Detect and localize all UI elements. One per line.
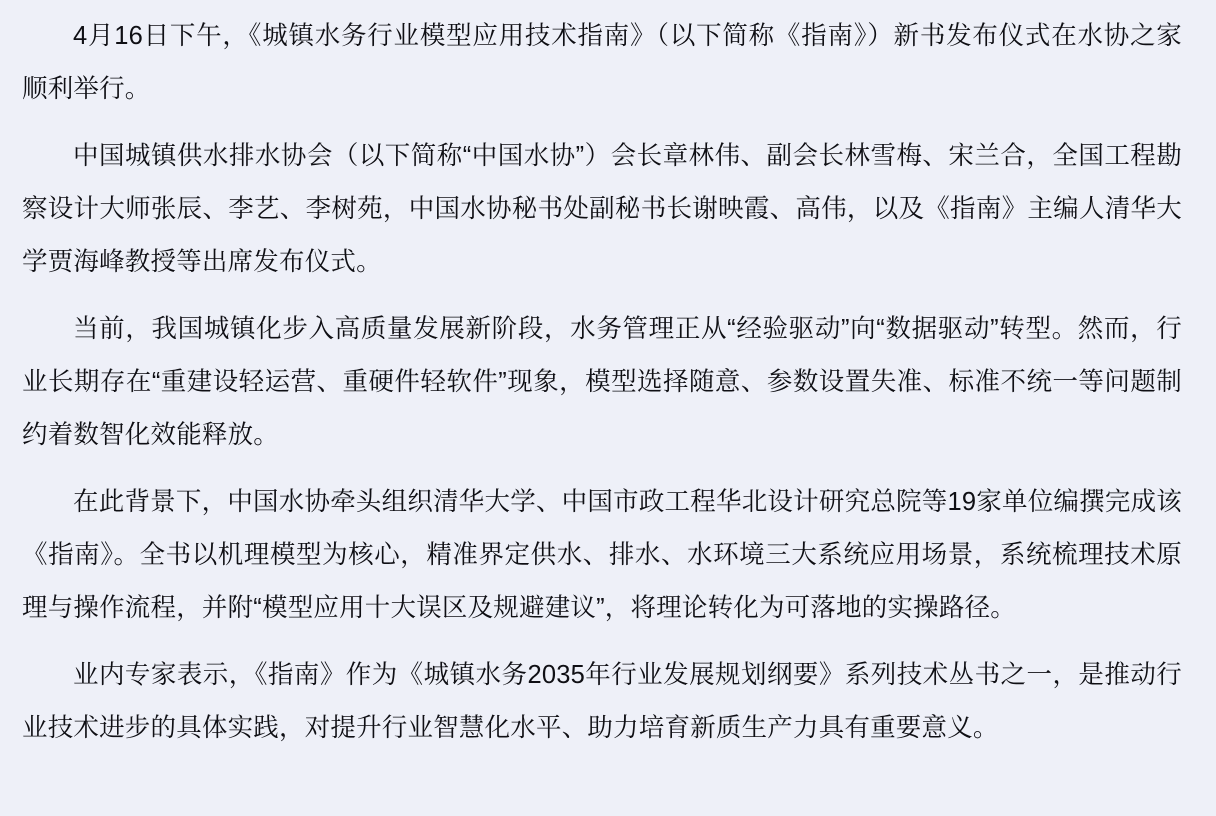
paragraph: 业内专家表示，《指南》作为《城镇水务2035年行业发展规划纲要》系列技术丛书之一，是推动行业技术进步的具体实践，对提升行业智慧化水平、助力培育新质生产力具有重要意义。 xyxy=(22,661,1182,742)
paragraph: 中国城镇供水排水协会（以下简称“中国水协”）会长章林伟、副会长林雪梅、宋兰合，全国工程勘察设计大师张辰、李艺、李树苑，中国水协秘书处副秘书长谢映霞、高伟，以及《指南》主编人清华大学贾海峰教授等出席发布仪式。 xyxy=(22,142,1182,276)
paragraph: 在此背景下，中国水协牵头组织清华大学、中国市政工程华北设计研究总院等19家单位编撰完成该《指南》。全书以机理模型为核心，精准界定供水、排水、水环境三大系统应用场景，系统梳理技术原理与操作流程，并附“模型应用十大误区及规避建议”，将理论转化为可落地的实操路径。 xyxy=(22,488,1182,622)
paragraph: 当前，我国城镇化步入高质量发展新阶段，水务管理正从“经验驱动”向“数据驱动”转型。然而，行业长期存在“重建设轻运营、重硬件轻软件”现象，模型选择随意、参数设置失准、标准不统一等问题制约着数智化效能释放。 xyxy=(22,315,1182,449)
paragraph: 4月16日下午，《城镇水务行业模型应用技术指南》（以下简称《指南》）新书发布仪式在水协之家顺利举行。 xyxy=(22,22,1182,103)
